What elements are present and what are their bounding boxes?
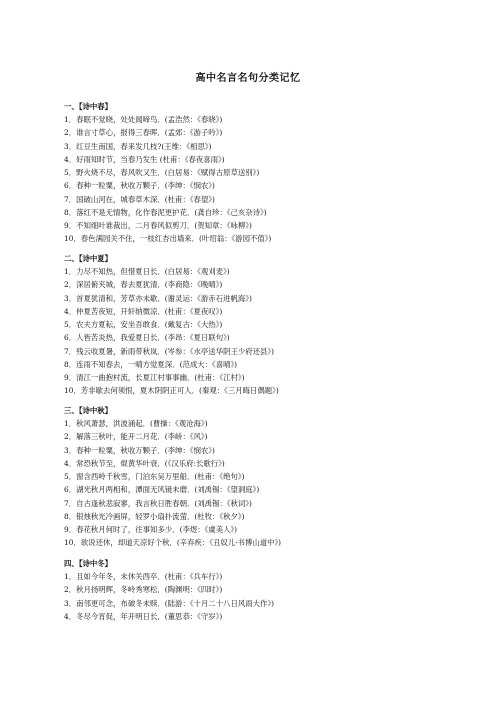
section-heading: 一、【诗中春】 <box>64 102 113 111</box>
quote-line: 4．仲夏苦夜短，开轩纳微凉．(杜甫：《夏夜叹》) <box>64 306 223 316</box>
section-heading: 三、【诗中秋】 <box>64 406 113 415</box>
quote-line: 2．深居俯夹城，春去夏犹清．(李商隐：《晚晴》) <box>64 280 223 290</box>
quote-line: 5．农夫方夏耘，安坐吾敢食．(戴复古：《大热》) <box>64 320 223 329</box>
quote-line: 10．欲说还休，却道天凉好个秋．(辛弃疾：《丑奴儿·书博山道中》) <box>64 538 282 548</box>
quote-line: 8．连雨不知春去，一晴方觉夏深．(范成大：《喜晴》) <box>64 359 238 369</box>
quote-line: 7．残云收夏暑，新雨带秋岚．(岑参：《水亭送华阴王少府还县》) <box>64 346 275 356</box>
quote-line: 6．湖光秋月两相和，潭面无风镜未磨．(刘禹锡：《望洞庭》) <box>64 485 260 495</box>
quote-line: 1．且如今年冬，未休关西卒．(杜甫：《兵车行》) <box>64 572 223 581</box>
quote-line: 3．春种一粒粟，秋收万颗子．(李绅：《悯农》) <box>64 445 215 455</box>
quote-line: 2．解落三秋叶，能开二月花．(李峤：《风》) <box>64 432 208 442</box>
quote-line: 4．常恐秋节至，焜黄华叶衰．(《汉乐府:长歌行》) <box>64 458 225 468</box>
section-winter <box>64 558 444 623</box>
quote-line: 7．国破山河在，城春草木深．(杜甫：《春望》) <box>64 194 215 204</box>
section-heading: 二、【诗中夏】 <box>64 254 113 263</box>
quote-line: 1．秋风萧瑟，洪波涌起．(曹操：《观沧海》) <box>64 419 208 428</box>
quote-line: 6．春种一粒粟，秋收万颗子．(李绅：《悯农》) <box>64 181 215 191</box>
section-summary <box>64 253 444 398</box>
quote-line: 10．春色满园关不住，一枝红杏出墙来．(叶绍翁：《游园不值》) <box>64 234 272 244</box>
quote-line: 2．谁言寸草心，报得三春晖．(孟郊：《游子吟》) <box>64 128 223 138</box>
quote-line: 1．春眠不觉晓，处处闻啼鸟．(孟浩然：《春晓》) <box>64 115 223 124</box>
quote-line: 5．野火烧不尽，春风吹又生．(白居易：《赋得古原草送别》) <box>64 168 260 177</box>
quote-line: 4．冬尽今宵促，年开明日长．(董思恭：《守岁》) <box>64 611 223 621</box>
quote-line: 3．红豆生南国，春来发几枝?(王维：《相思》) <box>64 141 212 151</box>
quote-line: 5．窗含西岭千秋雪，门泊东吴万里船．(杜甫：《绝句》) <box>64 472 245 481</box>
quote-line: 6．人皆苦炎热，我爱夏日长．(李昂：《夏日联句》) <box>64 333 230 343</box>
section-spring <box>64 101 444 246</box>
quote-line: 10．芳非歇去何须恨，夏木阴阴正可人．(秦观：《三月晦日偶题》) <box>64 386 279 396</box>
quote-line: 4．好雨知时节，当春乃发生 (杜甫：《春夜喜雨》) <box>64 154 225 164</box>
quote-line: 1．力尽不知热，但惜夏日长．(白居易：《观刈麦》) <box>64 267 230 276</box>
section-autumn <box>64 405 444 550</box>
quote-line: 2．秋月扬明辉，冬岭秀寒松．(陶渊明：《四时》) <box>64 585 223 595</box>
quote-line: 8．银烛秋光冷画屏，轻罗小扇扑流萤．(杜牧：《秋夕》) <box>64 511 245 521</box>
quote-line: 9．春花秋月何时了，往事知多少．(李煜：《虞美人》) <box>64 525 238 534</box>
section-heading: 四、【诗中冬】 <box>64 559 113 568</box>
quote-line: 3．南邻更可念，布破冬未赎．(陆游：《十月二十八日风雨大作》) <box>64 598 275 608</box>
quote-line: 8．落红不是无情物，化作春泥更护花．(龚自珍：《己亥杂诗》) <box>64 207 267 217</box>
document-title: 高中名言名句分类记忆 <box>195 73 301 84</box>
quote-line: 9．不知细叶谁裁出，二月春风似剪刀．(贺知章：《咏柳》) <box>64 221 252 230</box>
quote-line: 7．自古逢秋悲寂寥，我言秋日胜春朝．(刘禹锡：《秋词》) <box>64 498 252 508</box>
quote-line: 9．清江一曲抱村流，长夏江村事事幽．(杜甫：《江村》) <box>64 373 245 382</box>
quote-line: 3．首夏犹清和，芳草亦未歇．(谢灵运：《游赤石进帆海》) <box>64 293 252 303</box>
